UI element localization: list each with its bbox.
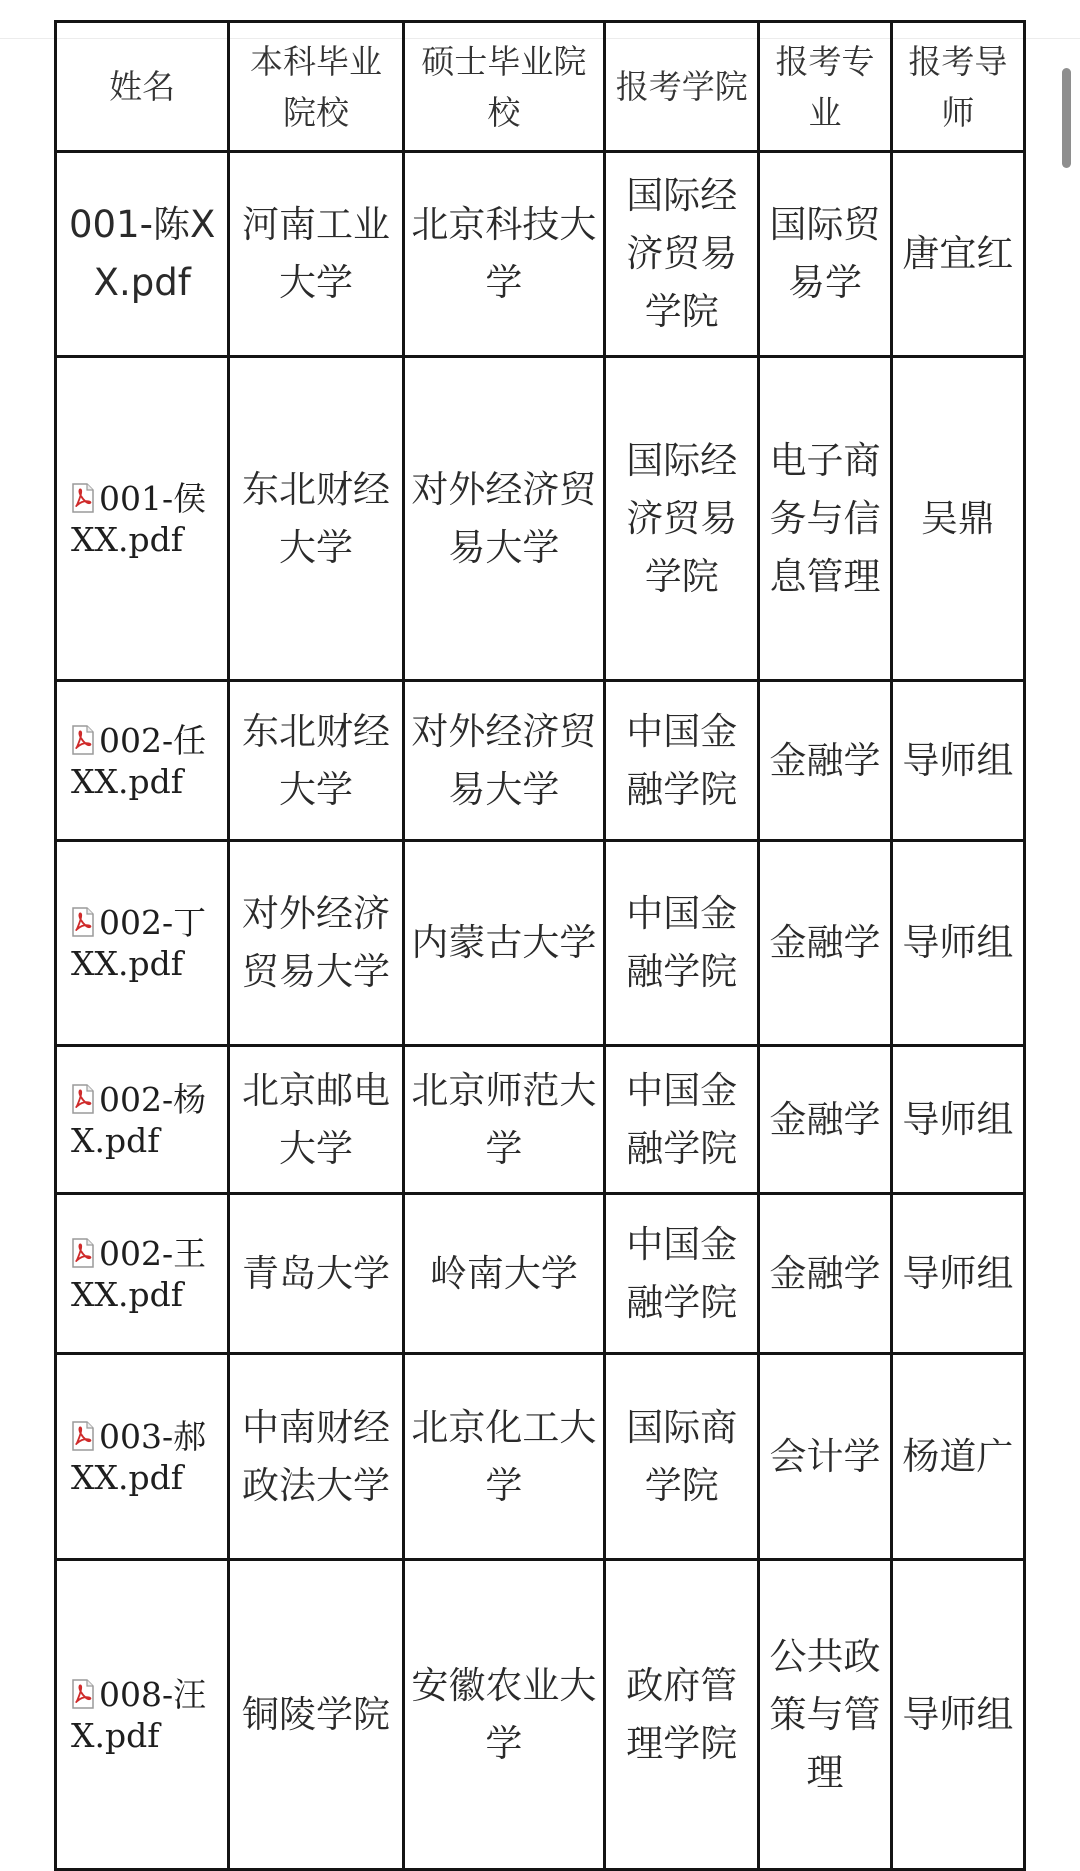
scrollbar-thumb[interactable] — [1062, 68, 1071, 168]
header-major: 报考专业 — [759, 22, 891, 152]
college-cell: 中国金融学院 — [605, 1194, 759, 1354]
master-school-cell: 内蒙古大学 — [403, 841, 604, 1046]
applicant-file-link[interactable] — [56, 152, 229, 357]
table-row — [56, 357, 1025, 681]
master-school-cell: 岭南大学 — [403, 1194, 604, 1354]
pdf-file-icon — [71, 905, 95, 935]
master-school-cell: 对外经济贸易大学 — [403, 357, 604, 681]
college-cell: 中国金融学院 — [605, 841, 759, 1046]
major-cell: 公共政策与管理 — [759, 1560, 891, 1870]
file-name: 003-郝XX.pdf — [71, 1416, 207, 1497]
applicant-file-link[interactable] — [56, 1194, 229, 1354]
master-school-cell: 北京科技大学 — [403, 152, 604, 357]
undergrad-school-cell: 东北财经大学 — [229, 357, 403, 681]
header-college: 报考学院 — [605, 22, 759, 152]
advisor-cell: 杨道广 — [891, 1354, 1024, 1560]
master-school-cell: 对外经济贸易大学 — [403, 681, 604, 841]
file-name: 002-任XX.pdf — [71, 720, 207, 801]
master-school-cell: 北京化工大学 — [403, 1354, 604, 1560]
advisor-cell: 导师组 — [891, 681, 1024, 841]
pdf-file-icon — [71, 1677, 95, 1707]
header-undergrad-school: 本科毕业院校 — [229, 22, 403, 152]
file-name: 008-汪X.pdf — [71, 1674, 207, 1755]
college-cell: 国际商学院 — [605, 1354, 759, 1560]
file-name: 002-杨X.pdf — [71, 1079, 207, 1160]
college-cell: 国际经济贸易学院 — [605, 357, 759, 681]
college-cell: 国际经济贸易学院 — [605, 152, 759, 357]
pdf-file-icon — [71, 1082, 95, 1112]
header-name: 姓名 — [56, 22, 229, 152]
file-name: 002-王XX.pdf — [71, 1233, 207, 1314]
applicant-file-link[interactable] — [56, 841, 229, 1046]
header-master-school: 硕士毕业院校 — [403, 22, 604, 152]
file-name: 001-侯XX.pdf — [71, 478, 207, 559]
undergrad-school-cell: 对外经济贸易大学 — [229, 841, 403, 1046]
major-cell: 电子商务与信息管理 — [759, 357, 891, 681]
college-cell: 中国金融学院 — [605, 681, 759, 841]
file-name: 001-陈XX.pdf — [69, 203, 216, 304]
table-row — [56, 1560, 1025, 1870]
major-cell: 金融学 — [759, 841, 891, 1046]
undergrad-school-cell: 中南财经政法大学 — [229, 1354, 403, 1560]
undergrad-school-cell: 河南工业大学 — [229, 152, 403, 357]
major-cell: 金融学 — [759, 1046, 891, 1194]
advisor-cell: 导师组 — [891, 841, 1024, 1046]
applicant-file-link[interactable] — [56, 1560, 229, 1870]
major-cell: 金融学 — [759, 1194, 891, 1354]
pdf-file-icon — [71, 1236, 95, 1266]
table-row — [56, 1354, 1025, 1560]
undergrad-school-cell: 铜陵学院 — [229, 1560, 403, 1870]
table-row — [56, 152, 1025, 357]
applicant-file-link[interactable] — [56, 1046, 229, 1194]
table-row — [56, 1194, 1025, 1354]
file-name: 002-丁XX.pdf — [71, 903, 207, 983]
major-cell: 国际贸易学 — [759, 152, 891, 357]
table-row — [56, 1046, 1025, 1194]
advisor-cell: 唐宜红 — [891, 152, 1024, 357]
advisor-cell: 导师组 — [891, 1046, 1024, 1194]
master-school-cell: 北京师范大学 — [403, 1046, 604, 1194]
header-row — [56, 22, 1025, 152]
header-advisor: 报考导师 — [891, 22, 1024, 152]
applicant-file-link[interactable] — [56, 681, 229, 841]
advisor-cell: 吴鼎 — [891, 357, 1024, 681]
master-school-cell: 安徽农业大学 — [403, 1560, 604, 1870]
undergrad-school-cell: 东北财经大学 — [229, 681, 403, 841]
pdf-file-icon — [71, 1419, 95, 1449]
applicant-file-link[interactable] — [56, 1354, 229, 1560]
applicant-file-link[interactable] — [56, 357, 229, 681]
applicant-table — [54, 20, 1026, 1871]
major-cell: 会计学 — [759, 1354, 891, 1560]
table-row — [56, 681, 1025, 841]
college-cell: 政府管理学院 — [605, 1560, 759, 1870]
undergrad-school-cell: 青岛大学 — [229, 1194, 403, 1354]
pdf-file-icon — [71, 481, 95, 511]
college-cell: 中国金融学院 — [605, 1046, 759, 1194]
pdf-file-icon — [71, 723, 95, 753]
major-cell: 金融学 — [759, 681, 891, 841]
table-row — [56, 841, 1025, 1046]
advisor-cell: 导师组 — [891, 1560, 1024, 1870]
advisor-cell: 导师组 — [891, 1194, 1024, 1354]
undergrad-school-cell: 北京邮电大学 — [229, 1046, 403, 1194]
